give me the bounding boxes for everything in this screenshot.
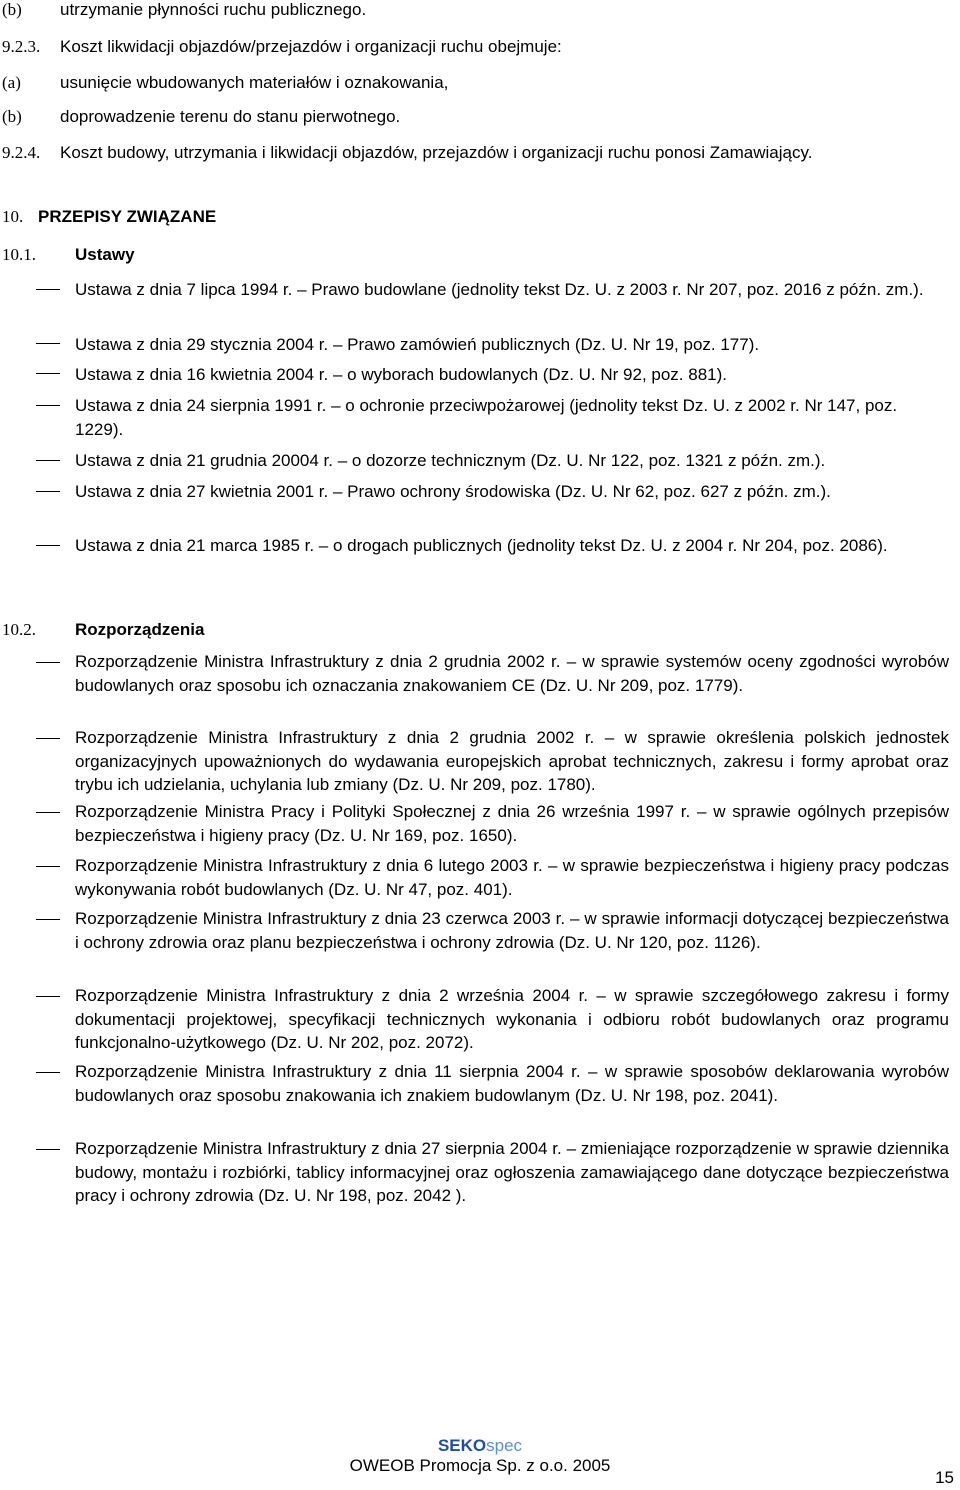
dash-bullet xyxy=(36,662,60,663)
regulation-item: Rozporządzenie Ministra Infrastruktury z dnia 2 września 2004 r. – w sprawie szczegółowego zakresu i formy dokumentacji projektowej, specyfikacji technicznych wykonania i odbioru robót budowlanych oraz programu funkcjonalno-użytkowego (Dz. U. Nr 202, poz. 2072). xyxy=(75,986,949,1052)
footer-brand xyxy=(0,1436,960,1456)
dash-bullet xyxy=(36,866,60,867)
dash-bullet xyxy=(36,343,60,344)
list-text: utrzymanie płynności ruchu publicznego. xyxy=(60,0,367,19)
law-item: Ustawa z dnia 7 lipca 1994 r. – Prawo budowlane (jednolity tekst Dz. U. z 2003 r. Nr 207, poz. 2016 z późn. zm.). xyxy=(75,280,924,299)
page-number: 15 xyxy=(935,1468,954,1487)
regulation-item: Rozporządzenie Ministra Infrastruktury z dnia 27 sierpnia 2004 r. – zmieniające rozporządzenie w sprawie dziennika budowy, montażu i rozbiórki, tablicy informacyjnej oraz ogłoszenia zamawiającego dane dotyczące bezpieczeństwa pracy i ochrony zdrowia (Dz. U. Nr 198, poz. 2042 ). xyxy=(75,1139,949,1205)
law-item: Ustawa z dnia 16 kwietnia 2004 r. – o wyborach budowlanych (Dz. U. Nr 92, poz. 881). xyxy=(75,365,728,384)
list-text: usunięcie wbudowanych materiałów i oznakowania, xyxy=(60,73,449,92)
regulation-item: Rozporządzenie Ministra Infrastruktury z dnia 2 grudnia 2002 r. – w sprawie systemów oceny zgodności wyrobów budowlanych oraz sposobu ich oznaczania znakowaniem CE (Dz. U. Nr 209, poz. 1779). xyxy=(75,652,949,695)
law-item: Ustawa z dnia 21 grudnia 20004 r. – o dozorze technicznym (Dz. U. Nr 122, poz. 1321 z późn. zm.). xyxy=(75,451,826,470)
brand-sekospec-logo: SEKO xyxy=(437,1436,487,1455)
dash-bullet xyxy=(36,1149,60,1150)
dash-bullet xyxy=(36,996,60,997)
subsection-number: 10.1. xyxy=(2,245,36,264)
section-text: Koszt likwidacji objazdów/przejazdów i organizacji ruchu obejmuje: xyxy=(60,37,562,56)
dash-bullet xyxy=(36,1072,60,1073)
section-number: 9.2.3. xyxy=(2,37,41,56)
subsection-heading: Rozporządzenia xyxy=(75,620,205,639)
subsection-heading: Ustawy xyxy=(75,245,135,264)
law-item: Ustawa z dnia 27 kwietnia 2001 r. – Prawo ochrony środowiska (Dz. U. Nr 62, poz. 627 z późn. zm.). xyxy=(75,482,831,501)
dash-bullet xyxy=(36,812,60,813)
law-item: Ustawa z dnia 21 marca 1985 r. – o drogach publicznych (jednolity tekst Dz. U. z 2004 r. Nr 204, poz. 2086). xyxy=(75,536,888,555)
law-item: Ustawa z dnia 29 stycznia 2004 r. – Prawo zamówień publicznych (Dz. U. Nr 19, poz. 177). xyxy=(75,335,760,354)
list-label: (b) xyxy=(2,0,22,19)
regulation-item: Rozporządzenie Ministra Infrastruktury z dnia 2 grudnia 2002 r. – w sprawie określenia polskich jednostek organizacyjnych upoważnionych do wydawania europejskich aprobat technicznych, zakresu i formy aprobat oraz trybu ich udzielania, uchylania lub zmiany (Dz. U. Nr 209, poz. 1780). xyxy=(75,728,949,794)
regulation-item: Rozporządzenie Ministra Infrastruktury z dnia 11 sierpnia 2004 r. – w sprawie sposobów deklarowania wyrobów budowlanych oraz sposobu znakowania ich znakiem budowlanym (Dz. U. Nr 198, poz. 2041). xyxy=(75,1062,949,1105)
dash-bullet xyxy=(36,545,60,546)
list-text: doprowadzenie terenu do stanu pierwotnego. xyxy=(60,107,401,126)
list-label: (a) xyxy=(2,73,21,92)
regulation-item: Rozporządzenie Ministra Pracy i Polityki Społecznej z dnia 26 września 1997 r. – w sprawie ogólnych przepisów bezpieczeństwa i higieny pracy (Dz. U. Nr 169, poz. 1650). xyxy=(75,802,949,845)
subsection-number: 10.2. xyxy=(2,620,36,639)
footer-company: OWEOB Promocja Sp. z o.o. 2005 xyxy=(349,1456,611,1475)
section-number: 9.2.4. xyxy=(2,143,41,162)
dash-bullet xyxy=(36,460,60,461)
section-text: Koszt budowy, utrzymania i likwidacji objazdów, przejazdów i organizacji ruchu ponosi Zamawiający. xyxy=(60,143,813,162)
regulation-item: Rozporządzenie Ministra Infrastruktury z dnia 6 lutego 2003 r. – w sprawie bezpieczeństwa i higieny pracy podczas wykonywania robót budowlanych (Dz. U. Nr 47, poz. 401). xyxy=(75,856,949,899)
regulation-item: Rozporządzenie Ministra Infrastruktury z dnia 23 czerwca 2003 r. – w sprawie informacji dotyczącej bezpieczeństwa i ochrony zdrowia oraz planu bezpieczeństwa i ochrony zdrowia (Dz. U. Nr 120, poz. 1126). xyxy=(75,909,949,952)
section-number: 10. xyxy=(2,207,24,226)
dash-bullet xyxy=(36,738,60,739)
dash-bullet xyxy=(36,289,60,290)
dash-bullet xyxy=(36,405,60,406)
dash-bullet xyxy=(36,919,60,920)
brand-spec-logo: spec xyxy=(486,1436,523,1455)
section-heading: PRZEPISY ZWIĄZANE xyxy=(38,207,217,226)
law-item: Ustawa z dnia 24 sierpnia 1991 r. – o ochronie przeciwpożarowej (jednolity tekst Dz. U. z 2002 r. Nr 147, poz. 1229). xyxy=(75,396,898,439)
dash-bullet xyxy=(36,373,60,374)
list-label: (b) xyxy=(2,107,22,126)
dash-bullet xyxy=(36,491,60,492)
